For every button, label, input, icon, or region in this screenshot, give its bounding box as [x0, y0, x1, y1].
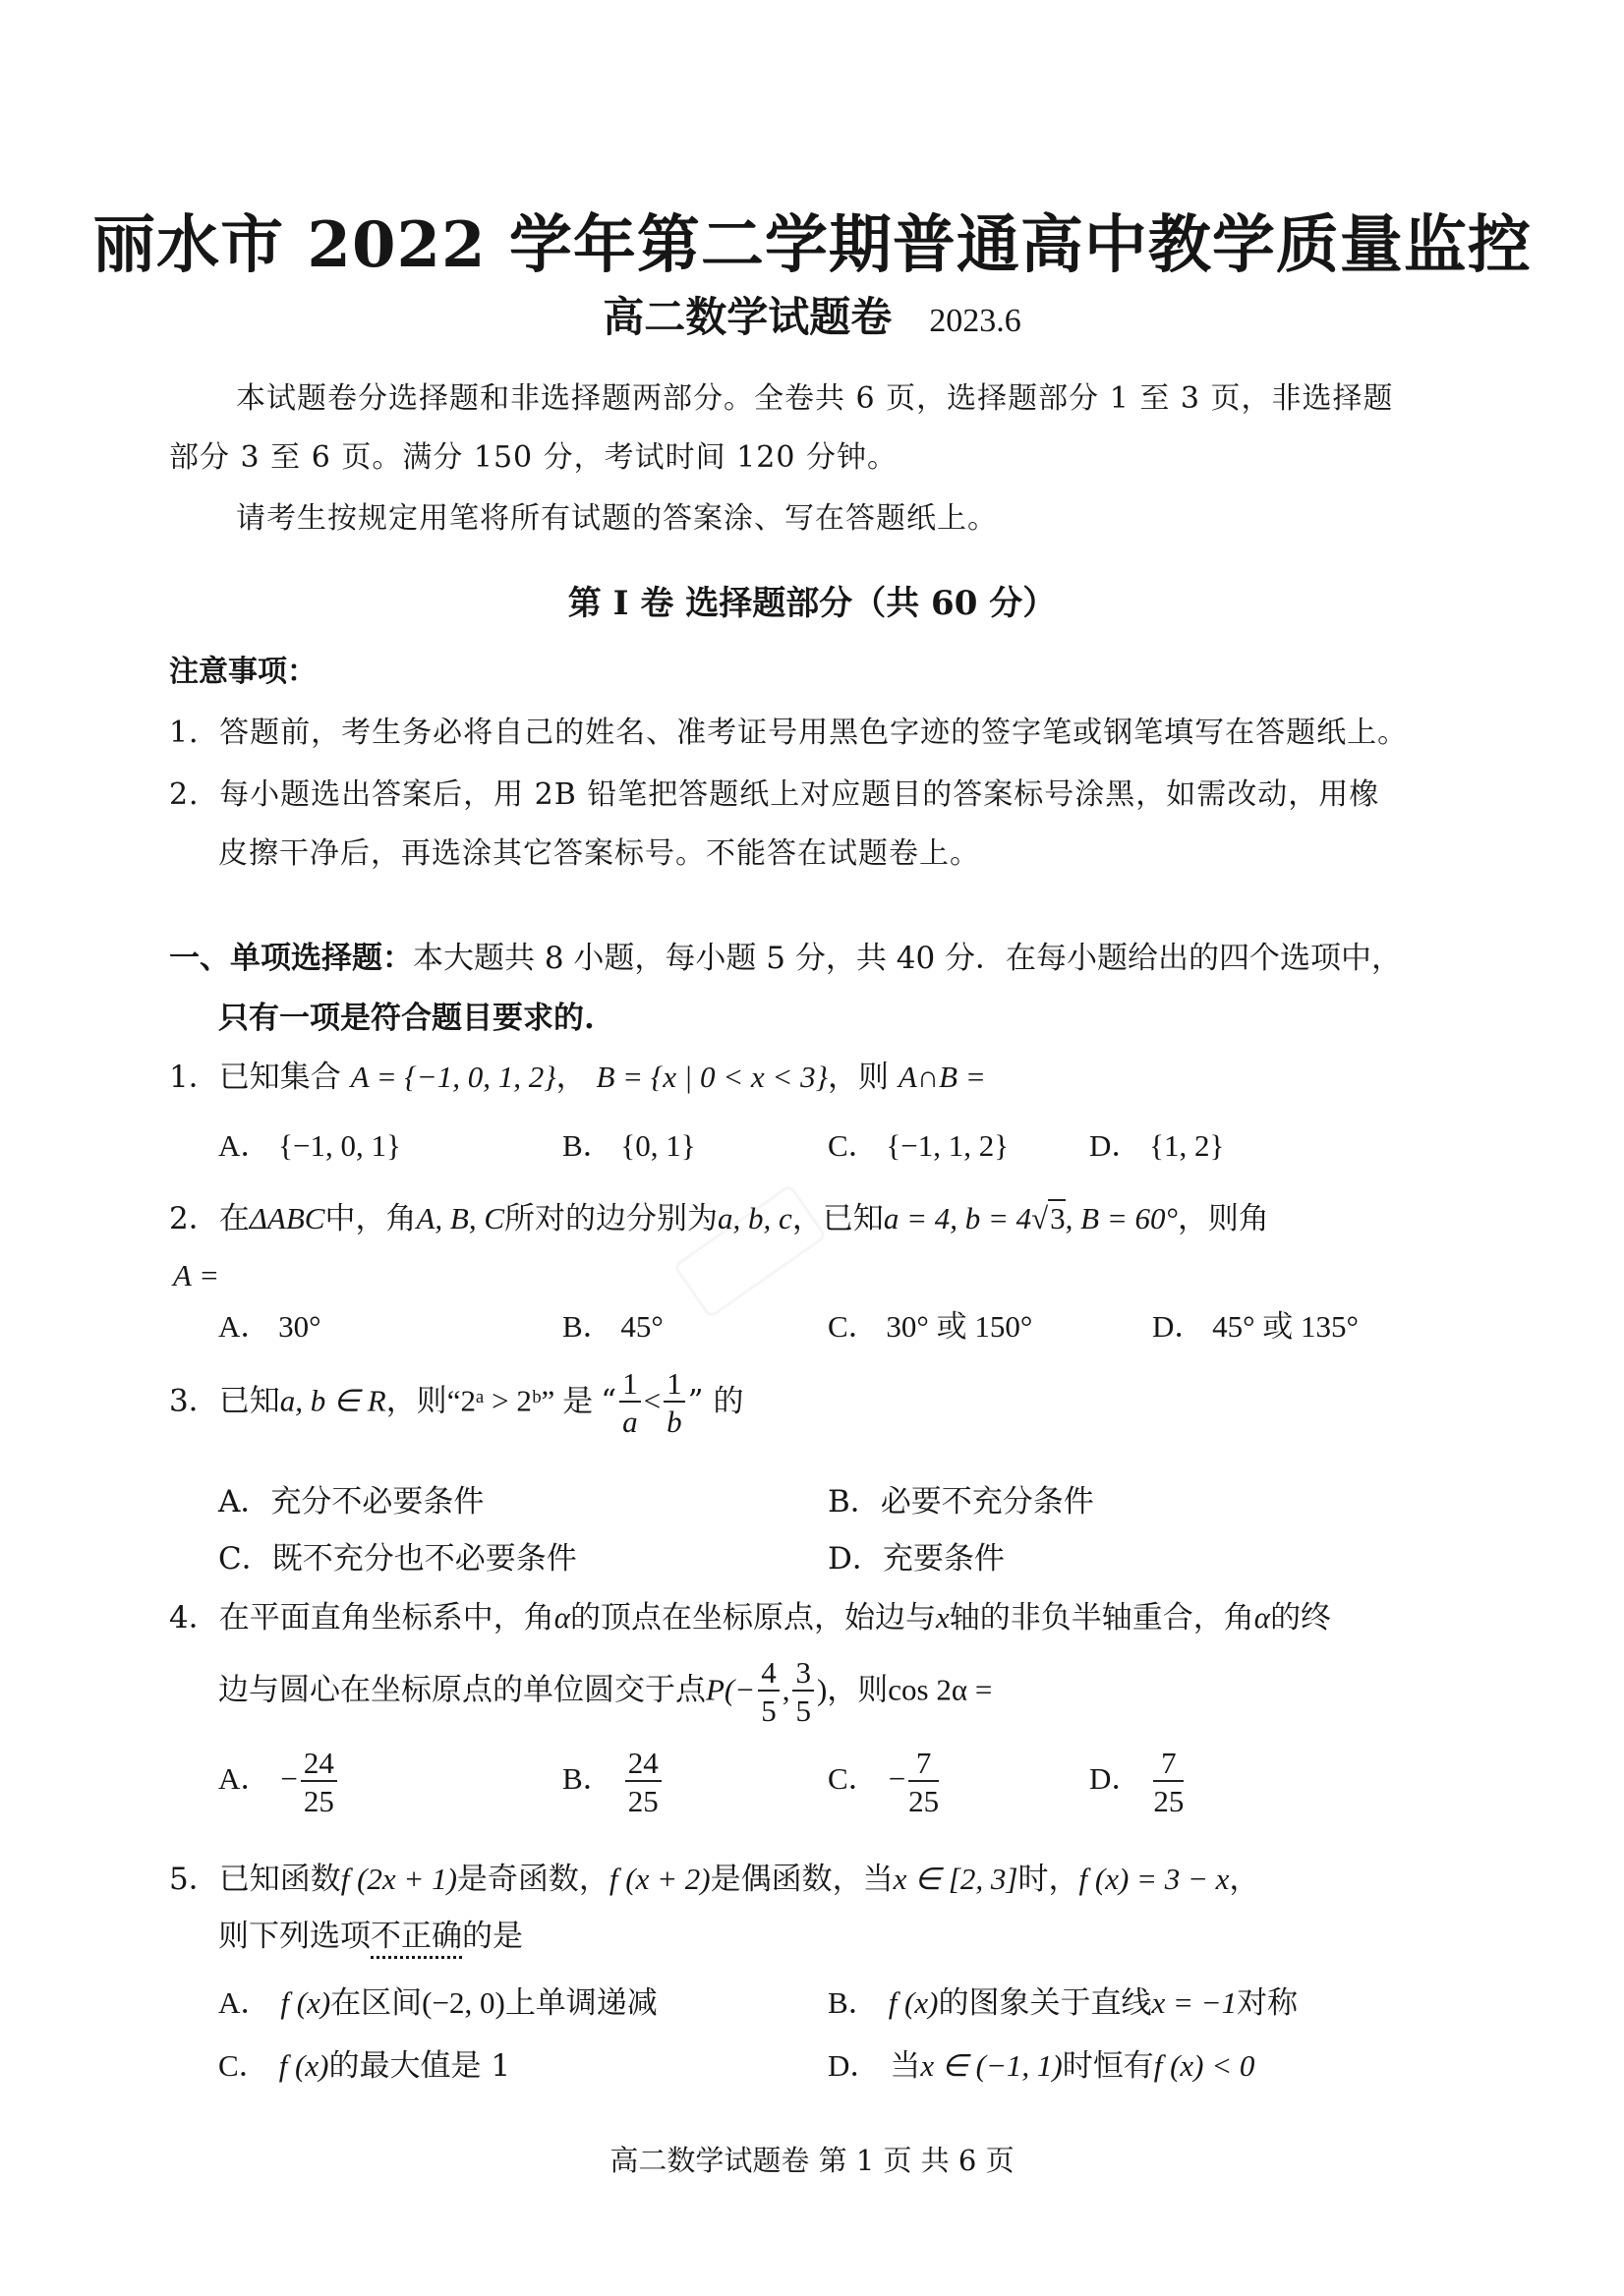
q4-p-close: ) [816, 1672, 828, 1707]
question-4-line-1 [169, 1592, 1331, 1636]
q4-line2-b: ，则 [827, 1672, 889, 1708]
q4-opt-d-frac [1153, 1748, 1184, 1816]
q5-opt-d-text-1: 当 [890, 2048, 921, 2084]
q3-stem-b: ，则 [385, 1383, 447, 1419]
q4-opt-a-sign: − [280, 1761, 298, 1797]
q3-frac-2-num: 1 [664, 1368, 685, 1403]
mc-heading-line-2: 只有一项是符合题目要求的. [218, 1001, 595, 1036]
intro-line-1: 本试题卷分选择题和非选择题两部分。全卷共 6 页，选择题部分 1 至 3 页，非选择题 [236, 381, 1394, 416]
q3-option-c: C．既不充分也不必要条件 [218, 1541, 577, 1577]
q4-opt-b-num: 24 [625, 1748, 662, 1782]
q4-x: x [936, 1600, 950, 1635]
question-1 [169, 1052, 986, 1096]
q4-option-c [828, 1748, 942, 1816]
q2-stem-e: ，则角 [1177, 1201, 1269, 1236]
q5-opt-d-f: f (x) < 0 [1153, 2048, 1255, 2083]
q5-opt-c-f: f (x) [278, 2048, 329, 2083]
exam-title: 丽水市 2022 学年第二学期普通高中教学质量监控 [92, 208, 1532, 282]
q5-opt-a-interval: (−2, 0) [422, 1985, 505, 2020]
q5-opt-a-text-1: 在区间 [330, 1985, 423, 2021]
q5-line1-d: 时， [1017, 1862, 1079, 1897]
q5-f1: f (2x + 1) [340, 1862, 457, 1896]
q1-option-a: A． {−1, 0, 1} [218, 1128, 401, 1163]
q4-cos: cos 2α = [888, 1672, 993, 1707]
notes-heading: 注意事项： [169, 655, 317, 689]
q4-line1-c: 轴的非负半轴重合，角 [949, 1600, 1254, 1636]
q4-opt-d-den: 25 [1153, 1784, 1185, 1818]
q4-line2-a: 边与圆心在坐标原点的单位圆交于点 [218, 1672, 706, 1708]
q4-px-frac [758, 1657, 780, 1726]
q2-line-2: A = [173, 1258, 220, 1292]
q2-stem-b: 中，角 [324, 1201, 417, 1236]
q4-px-num: 4 [758, 1657, 780, 1692]
note-2-line-2: 皮擦干净后，再选涂其它答案标号。不能答在试题卷上。 [218, 836, 980, 871]
q3-lt: < [643, 1383, 662, 1418]
q3-option-a: A．充分不必要条件 [218, 1484, 485, 1520]
q5-opt-b-text-1: 的图象关于直线 [938, 1985, 1152, 2021]
q5-opt-b-f: f (x) [888, 1985, 939, 2020]
q5-line1-b: 是奇函数， [456, 1862, 609, 1897]
q5-option-b [828, 1978, 1298, 2022]
mc-heading-bold: 一、单项选择题： [169, 941, 413, 976]
q3-frac-2-den: b [667, 1405, 682, 1439]
q2-sqrt-arg: 3 [1050, 1201, 1066, 1235]
q2-given-b: , B = 60° [1065, 1201, 1178, 1235]
q3-vars: a, b ∈ R [279, 1383, 386, 1418]
q4-px-den: 5 [761, 1693, 777, 1728]
q4-option-d [1089, 1748, 1187, 1816]
question-2 [169, 1193, 1269, 1237]
q1-set-a: A = {−1, 0, 1, 2} [350, 1060, 556, 1094]
q1-expr: A∩B = [898, 1060, 986, 1094]
q5-option-c [218, 2040, 510, 2085]
q3-option-d: D．充要条件 [828, 1541, 1005, 1577]
q4-opt-c-den: 25 [908, 1784, 940, 1818]
sqrt-icon: √ [1031, 1201, 1049, 1235]
q4-opt-d-label: D． [1089, 1761, 1142, 1797]
q4-opt-c-label: C． [828, 1761, 879, 1797]
exam-subtitle [0, 285, 1624, 344]
q4-line1-d: 的终 [1270, 1600, 1332, 1636]
q4-py-den: 5 [795, 1693, 811, 1728]
q4-option-a [218, 1748, 340, 1816]
intro-line-2: 部分 3 至 6 页。满分 150 分，考试时间 120 分钟。 [169, 440, 898, 475]
q2-sides: a, b, c [718, 1201, 792, 1235]
intro-line-3: 请考生按规定用笔将所有试题的答案涂、写在答题纸上。 [236, 501, 998, 536]
q2-option-a: A． 30° [218, 1309, 321, 1344]
q5-f3: f (x) = 3 − x [1078, 1862, 1230, 1896]
q2-given-a: a = 4, b = 4 [883, 1201, 1032, 1235]
q4-comma: , [782, 1672, 790, 1707]
question-4-line-2 [218, 1657, 992, 1726]
q5-line1-e: ， [1229, 1862, 1260, 1897]
q5-opt-a-text-2: 上单调递减 [504, 1985, 658, 2021]
q5-opt-c-text: 的最大值是 1 [328, 2048, 511, 2084]
q2-stem-a: 2．在 [169, 1201, 250, 1236]
q1-sep: ， [555, 1060, 587, 1095]
q2-option-c: C． 30° 或 150° [828, 1309, 1033, 1344]
q3-stem-a: 3．已知 [169, 1383, 280, 1419]
note-2-line-1: 2．每小题选出答案后，用 2B 铅笔把答题纸上对应题目的答案标号涂黑，如需改动，用橡 [169, 777, 1380, 812]
question-3 [169, 1368, 743, 1437]
q5-option-d [828, 2040, 1254, 2085]
q5-dom: x ∈ [2, 3] [893, 1862, 1018, 1896]
q4-opt-a-label: A． [218, 1761, 271, 1797]
q4-opt-b-den: 25 [627, 1784, 659, 1818]
q1-set-b: B = {x | 0 < x < 3} [596, 1060, 828, 1094]
q1-option-d: D． {1, 2} [1089, 1128, 1225, 1163]
section-1-title: 第 Ⅰ 卷 选择题部分（共 60 分） [567, 584, 1057, 623]
q5-opt-b-label: B． [828, 1985, 879, 2020]
q5-opt-d-text-2: 时恒有 [1062, 2048, 1154, 2084]
q5-emphasis: 不正确 [371, 1919, 462, 1954]
q5-line2-a: 则下列选项 [218, 1919, 371, 1954]
q5-line1-a: 5．已知函数 [169, 1862, 341, 1897]
q3-frac-1-den: a [622, 1405, 638, 1439]
q2-angles: A, B, C [416, 1201, 505, 1235]
q4-option-b [562, 1748, 665, 1816]
q3-frac-1-num: 1 [619, 1368, 641, 1403]
mc-heading [169, 933, 1402, 977]
q4-opt-a-frac [301, 1748, 337, 1816]
q1-option-c: C． {−1, 1, 2} [828, 1128, 1010, 1163]
q4-opt-c-frac [908, 1748, 939, 1816]
q1-option-b: B． {0, 1} [562, 1128, 696, 1163]
q4-opt-b-frac [625, 1748, 662, 1816]
exam-date: 2023.6 [929, 303, 1021, 339]
note-1: 1．答题前，考生务必将自己的姓名、准考证号用黑色字迹的签字笔或钢笔填写在答题纸上。 [169, 716, 1409, 750]
q1-stem-a: 1．已知集合 [169, 1060, 341, 1095]
q5-opt-a-f: f (x) [280, 1985, 331, 2020]
q5-opt-a-label: A． [218, 1985, 271, 2020]
q3-option-b: B．必要不充分条件 [828, 1484, 1094, 1520]
q5-line2-b: 的是 [462, 1919, 523, 1954]
q5-option-a [218, 1978, 658, 2022]
q4-opt-a-den: 25 [303, 1784, 334, 1818]
q4-opt-a-num: 24 [301, 1748, 337, 1782]
question-5-line-2 [218, 1911, 523, 1955]
q5-opt-d-label: D． [828, 2048, 881, 2083]
q4-opt-c-num: 7 [908, 1748, 939, 1782]
q4-line1-b: 的顶点在坐标原点，始边与 [570, 1600, 937, 1636]
q4-alpha-1: α [553, 1600, 571, 1635]
q4-opt-d-num: 7 [1153, 1748, 1184, 1782]
q3-stem-c: 是 [562, 1383, 594, 1419]
q5-opt-c-label: C． [218, 2048, 269, 2083]
q2-triangle: ΔABC [249, 1201, 325, 1235]
q3-close-quote: ” [687, 1383, 704, 1419]
q5-opt-b-line: x = −1 [1151, 1985, 1238, 2020]
q4-py-frac [792, 1657, 814, 1726]
q2-stem-d: ，已知 [791, 1201, 884, 1236]
mc-heading-rest: 本大题共 8 小题，每小题 5 分，共 40 分．在每小题给出的四个选项中， [413, 941, 1403, 976]
q3-cond-1: “2ᵃ > 2ᵇ” [446, 1383, 555, 1418]
question-5-line-1 [169, 1854, 1259, 1898]
q4-p-open: P(− [706, 1672, 756, 1707]
subtitle-text: 高二数学试题卷 [603, 293, 893, 341]
q5-f2: f (x + 2) [609, 1862, 711, 1896]
q2-option-d: D． 45° 或 135° [1152, 1309, 1359, 1344]
q5-opt-b-text-2: 对称 [1237, 1985, 1299, 2021]
page-footer: 高二数学试题卷 第 1 页 共 6 页 [609, 2144, 1015, 2177]
q1-stem-b: ，则 [828, 1060, 889, 1095]
q5-opt-d-dom: x ∈ (−1, 1) [920, 2048, 1063, 2083]
q2-option-b: B． 45° [562, 1309, 664, 1344]
q4-py-num: 3 [792, 1657, 814, 1692]
q3-open-quote: “ [601, 1383, 617, 1419]
q4-line1-a: 4．在平面直角坐标系中，角 [169, 1600, 554, 1636]
q4-opt-c-sign: − [888, 1761, 906, 1797]
q2-stem-c: 所对的边分别为 [504, 1201, 719, 1236]
q3-frac-1 [619, 1368, 641, 1437]
q3-stem-d: 的 [713, 1383, 744, 1419]
q4-alpha-2: α [1253, 1600, 1271, 1635]
q4-opt-b-label: B． [562, 1761, 613, 1797]
q3-frac-2 [664, 1368, 685, 1437]
q5-line1-c: 是偶函数，当 [710, 1862, 894, 1897]
